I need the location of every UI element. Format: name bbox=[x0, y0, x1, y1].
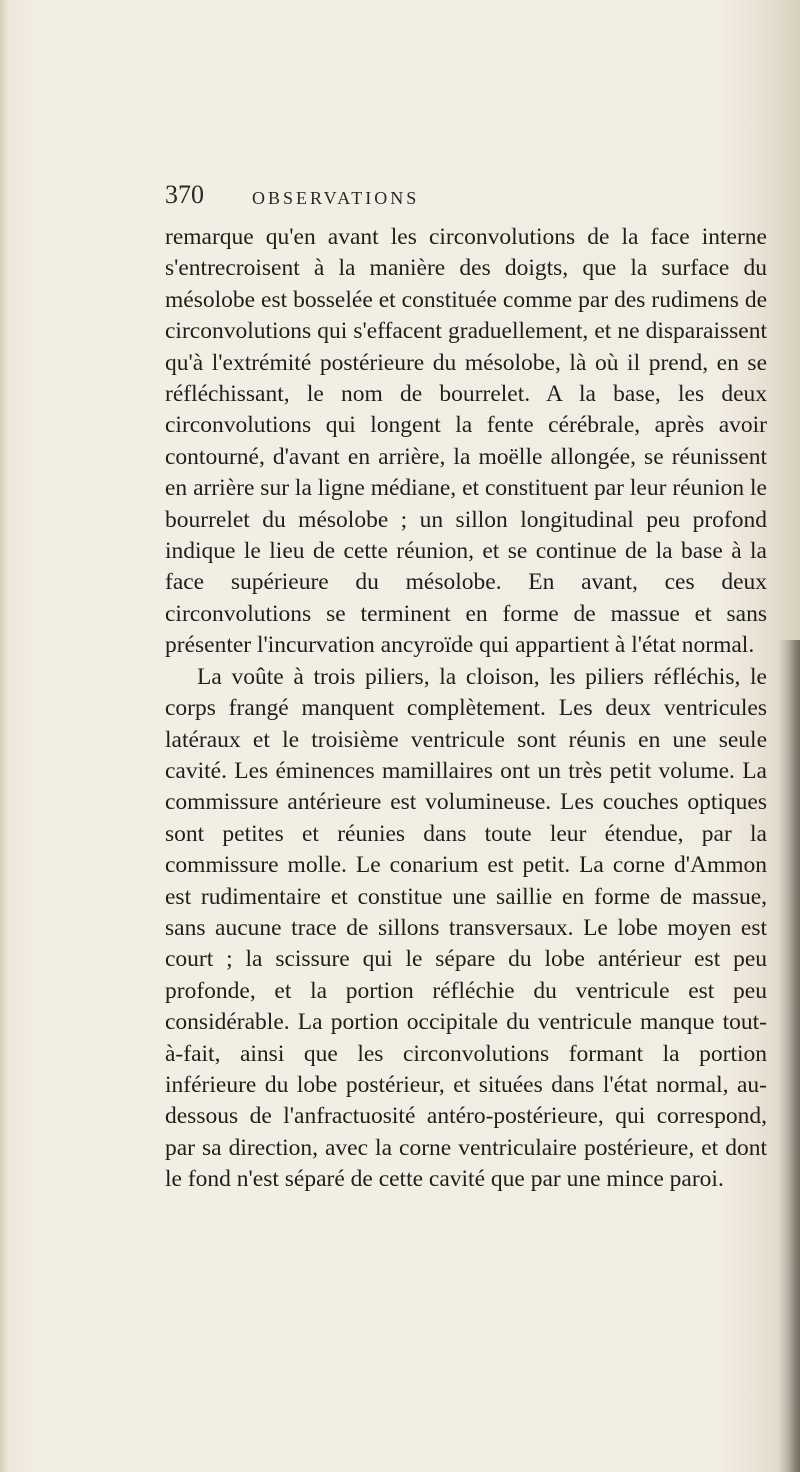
paragraph-1: remarque qu'en avant les circonvolutions de la face interne s'entrecroisent à la manière des doigts, que la surface du mésolobe est bosselée et constituée comme par des rudimens de circonvolutions qui s'effacent graduellement, et ne disparaissent qu'à l'extrémité postérieure du mésolobe, là où il prend, en se réfléchissant, le nom de bourrelet. A la base, les deux circonvolutions qui longent la fente cérébrale, après avoir contourné, d'avant en arrière, la moëlle allongée, se réunissent en arrière sur la ligne médiane, et constituent par leur réunion le bourrelet du mésolobe ; un sillon longitudinal peu profond indique le lieu de cette réunion, et se continue de la base à la face supérieure du mésolobe. En avant, ces deux circonvolutions se terminent en forme de massue et sans présenter l'incurvation ancyroïde qui appartient à l'état normal. bbox=[165, 224, 767, 659]
page-number: 370 bbox=[165, 180, 204, 209]
running-title: OBSERVATIONS bbox=[252, 188, 420, 208]
page-left-edge bbox=[0, 0, 8, 1472]
body-text bbox=[165, 222, 767, 1196]
page-right-edge-shadow bbox=[778, 640, 800, 1472]
page-header bbox=[165, 180, 785, 220]
paragraph-2: La voûte à trois piliers, la cloison, les piliers réfléchis, le corps frangé manquent complètement. Les deux ventricules latéraux et le troisième ventricule sont réunis en une seule cavité. Les éminences mamillaires ont un très petit volume. La commissure antérieure est volumineuse. Les couches optiques sont petites et réunies dans toute leur étendue, par la commissure molle. Le conarium est petit. La corne d'Ammon est rudimentaire et constitue une saillie en forme de massue, sans aucune trace de sillons transversaux. Le lobe moyen est court ; la scissure qui le sépare du lobe antérieur est peu profonde, et la portion réfléchie du ventricule est peu considérable. La portion occipitale du ventricule manque tout-à-fait, ainsi que les circonvolutions formant la portion inférieure du lobe postérieur, et situées dans l'état normal, au-dessous de l'anfractuosité antéro-postérieure, qui correspond, par sa direction, avec la corne ventriculaire postérieure, et dont le fond n'est séparé de cette cavité que par une mince paroi. bbox=[165, 663, 767, 1193]
